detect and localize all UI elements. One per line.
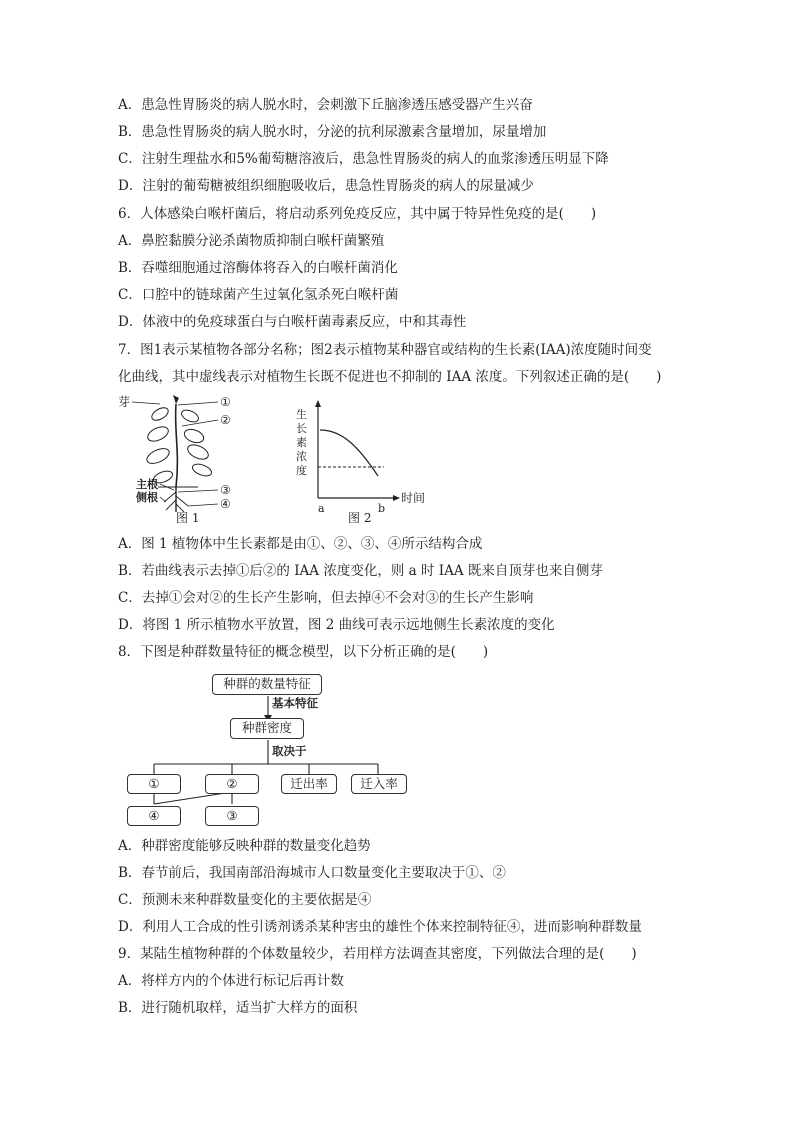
label-depends-on: 取决于 bbox=[272, 744, 307, 758]
box-population-quantity-features: 种群的数量特征 bbox=[212, 674, 322, 695]
q9-option-b: B．进行随机取样，适当扩大样方的面积 bbox=[118, 1000, 358, 1016]
fig1-bud-label: 芽 bbox=[118, 395, 131, 409]
q8-option-a: A．种群密度能够反映种群的数量变化趋势 bbox=[118, 838, 371, 854]
fig1-marker-1: ① bbox=[220, 395, 231, 409]
q6-option-d: D．体液中的免疫球蛋白与白喉杆菌毒素反应，中和其毒性 bbox=[118, 314, 467, 330]
fig2-caption: 图 2 bbox=[348, 511, 372, 525]
q7-option-d: D．将图 1 所示植物水平放置，图 2 曲线可表示远地侧生长素浓度的变化 bbox=[118, 617, 555, 633]
box-node-3: ③ bbox=[205, 806, 259, 826]
fig1-main-root-label: 主根 bbox=[136, 478, 158, 491]
figure-2-curve bbox=[292, 400, 442, 527]
q5-option-a: A．患急性胃肠炎的病人脱水时，会刺激下丘脑渗透压感受器产生兴奋 bbox=[118, 97, 533, 113]
box-immigration-rate: 迁入率 bbox=[351, 774, 407, 794]
fig2-ylabel-5: 度 bbox=[296, 464, 307, 477]
box-node-2: ② bbox=[205, 774, 259, 794]
q8-stem: 8．下图是种群数量特征的概念模型，以下分析正确的是( ) bbox=[118, 644, 489, 660]
box-node-4: ④ bbox=[127, 806, 181, 826]
q5-option-b: B．患急性胃肠炎的病人脱水时，分泌的抗利尿激素含量增加，尿量增加 bbox=[118, 124, 547, 140]
fig2-xlabel: 时间 bbox=[401, 491, 426, 505]
q7-option-c: C．去掉①会对②的生长产生影响，但去掉④不会对③的生长产生影响 bbox=[118, 590, 534, 606]
fig2-ylabel-2: 长 bbox=[296, 422, 307, 435]
fig1-marker-3: ③ bbox=[220, 483, 231, 497]
fig2-ylabel-4: 浓 bbox=[296, 450, 307, 463]
q9-stem: 9．某陆生植物种群的个体数量较少，若用样方法调查其密度，下列做法合理的是( ) bbox=[118, 946, 637, 962]
box-emigration-rate: 迁出率 bbox=[281, 774, 337, 794]
q6-option-b: B．吞噬细胞通过溶酶体将吞入的白喉杆菌消化 bbox=[118, 260, 398, 276]
q8-option-c: C．预测未来种群数量变化的主要依据是④ bbox=[118, 892, 372, 908]
q7-stem-line2: 化曲线，其中虚线表示对植物生长既不促进也不抑制的 IAA 浓度。下列叙述正确的是( ) bbox=[118, 369, 662, 385]
fig2-ylabel-3: 素 bbox=[296, 436, 307, 449]
figure-1-plant bbox=[118, 392, 248, 527]
q7-stem-line1: 7．图1表示某植物各部分名称；图2表示植物某种器官或结构的生长素(IAA)浓度随时间变 bbox=[118, 342, 652, 358]
fig2-ylabel-1: 生 bbox=[296, 408, 307, 421]
q8-option-b: B．春节前后，我国南部沿海城市人口数量变化主要取决于①、② bbox=[118, 865, 506, 881]
fig1-lateral-root-label: 侧根 bbox=[136, 491, 158, 504]
fig1-caption: 图 1 bbox=[176, 511, 200, 525]
fig1-marker-4: ④ bbox=[220, 497, 231, 511]
q5-option-d: D．注射的葡萄糖被组织细胞吸收后，患急性胃肠炎的病人的尿量减少 bbox=[118, 178, 534, 194]
box-population-density: 种群密度 bbox=[230, 718, 304, 739]
q7-option-a: A．图 1 植物体中生长素都是由①、②、③、④所示结构合成 bbox=[118, 536, 483, 552]
q9-option-a: A．将样方内的个体进行标记后再计数 bbox=[118, 973, 344, 989]
box-node-1: ① bbox=[127, 774, 181, 794]
q5-option-c: C．注射生理盐水和5%葡萄糖溶液后，患急性胃肠炎的病人的血浆渗透压明显下降 bbox=[118, 151, 609, 167]
q6-option-c: C．口腔中的链球菌产生过氧化氢杀死白喉杆菌 bbox=[118, 287, 399, 303]
fig2-tick-a: a bbox=[318, 502, 325, 515]
fig2-tick-b: b bbox=[378, 502, 386, 515]
q7-option-b: B．若曲线表示去掉①后②的 IAA 浓度变化，则 a 时 IAA 既来自顶芽也来自侧芽 bbox=[118, 563, 603, 579]
q8-option-d: D．利用人工合成的性引诱剂诱杀某种害虫的雄性个体来控制特征④，进而影响种群数量 bbox=[118, 919, 642, 935]
q6-stem: 6．人体感染白喉杆菌后，将启动系列免疫反应，其中属于特异性免疫的是( ) bbox=[118, 206, 597, 222]
fig1-marker-2: ② bbox=[220, 413, 231, 427]
label-basic-feature: 基本特征 bbox=[272, 696, 318, 710]
q6-option-a: A．鼻腔黏膜分泌杀菌物质抑制白喉杆菌繁殖 bbox=[118, 233, 385, 249]
